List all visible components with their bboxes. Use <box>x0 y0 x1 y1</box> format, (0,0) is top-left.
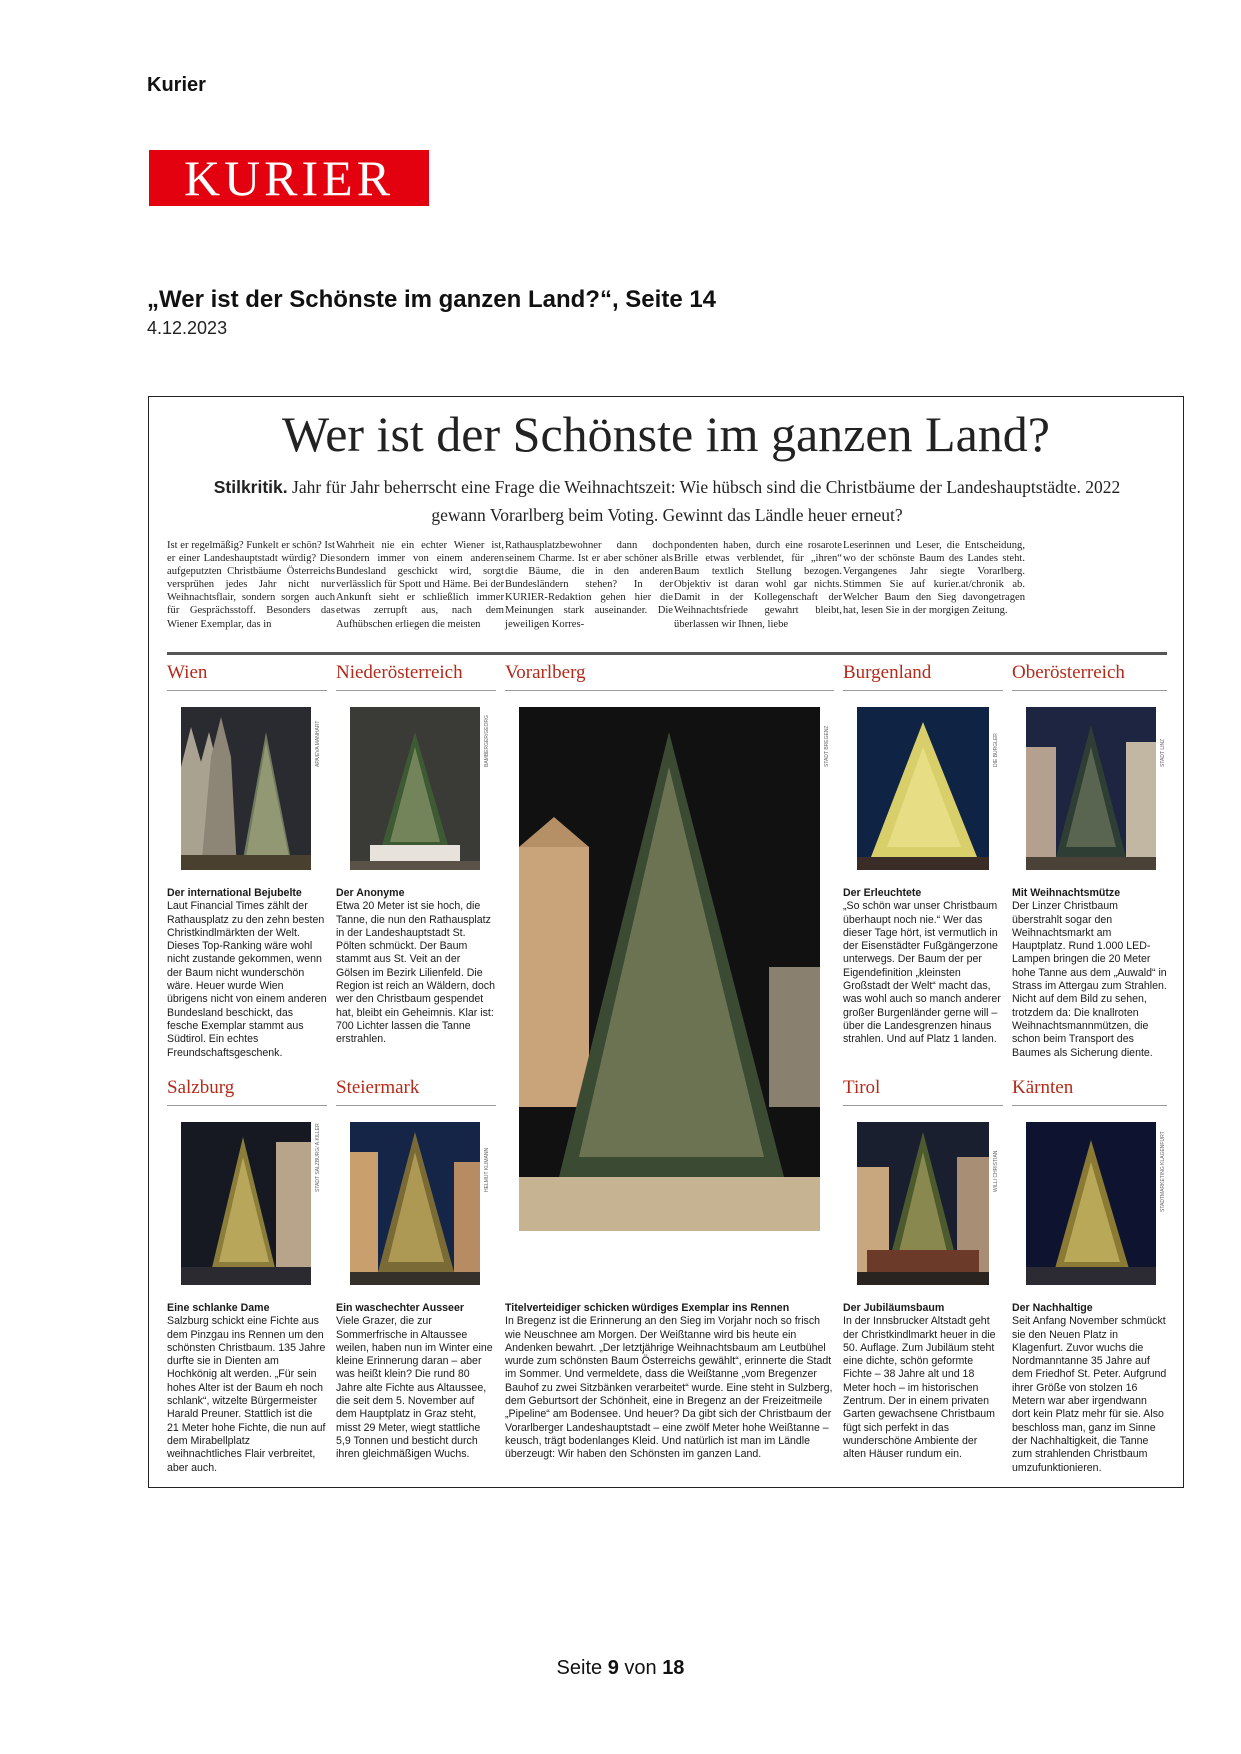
footer-page-number: 9 <box>607 1657 619 1679</box>
clipping-deck <box>209 473 1125 529</box>
caption-niederoesterreich <box>336 887 496 1047</box>
caption-burgenland <box>843 887 1003 1047</box>
divider <box>336 1105 496 1106</box>
footer-page-total: 18 <box>662 1657 685 1679</box>
intro-column: Ist er regelmäßig? Funkelt er schön? Ist er einer Landeshauptstadt würdig? Die aufgeputzten Christbäume Österreichs versprühen jedes Jahr nicht nur Weihnachtsflair, sondern sorgen auch für Gesprächsstoff. Besonders das Wiener Exemplar, das in <box>167 540 335 630</box>
caption-text: In Bregenz ist die Erinnerung an den Sieg im Vorjahr noch so frisch wie Neuschnee am Morgen. Der Weißtanne wird bis heute ein Andenken bewahrt. „Der letztjährige Weihnachtsbaum am Leutbühel wurde zum schönsten Baum Österreichs gewählt“, erinnerte die Stadt im Sommer. Und vermeldete, dass die Weißtanne „vom Bregenzer Bauhof zu zwei Sitzbänken verarbeitet“ wurde. Eine steht in Sulzberg, dem Geburtsort der Schönheit, eine in Bregenz an der Freizeitmeile „Pipeline“ am Bodensee. Und heuer? Da gibt sich der Christbaum der Vorarlberger Landeshauptstadt – eine zwölf Meter hohe Weißtanne – keusch, trägt bodenlanges Kleid. Und natürlich ist man im Ländle überzeugt: Wir haben den Schönsten im ganzen Land. <box>505 1315 833 1461</box>
footer-prefix: Seite <box>556 1657 608 1679</box>
caption-wien <box>167 887 327 1060</box>
photo-credit: STADTMARKETING KLAGENFURT <box>1160 1131 1166 1212</box>
photo-niederoesterreich <box>350 707 480 870</box>
deck-kicker: Stilkritik. <box>213 477 288 497</box>
caption-kaernten <box>1012 1302 1167 1475</box>
photo-salzburg <box>181 1122 311 1285</box>
caption-text: Salzburg schickt eine Fichte aus dem Pinzgau ins Rennen um den schönsten Christbaum. 135 Jahre durfte sie in Dienten am Hochkönig alt werden. „Für sein hohes Alter ist der Baum eh noch schlank“, witzelte Bürgermeister Harald Preuner. Stattlich ist die 21 Meter hohe Fichte, die nun auf dem Mirabellplatz weihnachtliches Flair verbreitet, aber auch. <box>167 1315 326 1474</box>
divider <box>843 1105 1003 1106</box>
region-heading-burgenland: Burgenland <box>843 662 932 683</box>
intro-column: Leserinnen und Leser, die Entscheidung, wo der schönste Baum des Landes steht. Vergangenes Jahr siegte Vorarlberg. Stimmen Sie auf kurier.at/chronik ab. Welcher Baum den Sieg davongetragen hat, lesen Sie in der morgigen Zeitung. <box>843 540 1025 617</box>
region-heading-oberoesterreich: Oberösterreich <box>1012 662 1125 683</box>
divider <box>167 1105 327 1106</box>
article-date: 4.12.2023 <box>147 318 228 338</box>
region-heading-wien: Wien <box>167 662 208 683</box>
region-heading-kaernten: Kärnten <box>1012 1077 1074 1098</box>
deck-text: Jahr für Jahr beherrscht eine Frage die Weihnachtszeit: Wie hübsch sind die Christbäume der Landeshauptstädte. 2022 gewann Vorarlberg beim Voting. Gewinnt das Ländle heuer erneut? <box>287 477 1121 525</box>
intro-column: Rathausplatzbewohner dann doch seinem Charme. Ist er aber schöner als die Bäume, die in den anderen Bundesländern stehen? In der KURIER-Redaktion gehen hier die Meinungen stark auseinander. Die jeweiligen Korres- <box>505 540 673 630</box>
caption-title: Der Nachhaltige <box>1012 1302 1093 1314</box>
caption-title: Der Erleuchtete <box>843 887 922 899</box>
region-heading-salzburg: Salzburg <box>167 1077 235 1098</box>
photo-burgenland <box>857 707 989 870</box>
clipping-headline: Wer ist der Schönste im ganzen Land? <box>282 406 1050 462</box>
caption-title: Eine schlanke Dame <box>167 1302 270 1314</box>
region-heading-vorarlberg: Vorarlberg <box>505 662 586 683</box>
photo-vorarlberg <box>519 707 820 1231</box>
photo-credit: STADT BREGENZ <box>824 725 830 767</box>
photo-credit: DIE BURGLER <box>993 733 999 767</box>
footer-middle: von <box>618 1657 663 1679</box>
photo-oberoesterreich <box>1026 707 1156 870</box>
caption-title: Der Anonyme <box>336 887 405 899</box>
photo-credit: WILLI CHRISTIAN <box>993 1150 999 1192</box>
caption-text: Viele Grazer, die zur Sommerfrische in Altaussee weilen, haben nun im Winter eine kleine Erinnerung daran – aber was heißt klein? Die rund 80 Jahre alte Fichte aus Altaussee, die seit dem 5. November auf dem Hauptplatz in Graz steht, misst 29 Meter, wiegt stattliche 5,9 Tonnen und besticht durch ihren gleichmäßigen Wuchs. <box>336 1315 493 1461</box>
photo-credit: APA/EVA MANHART <box>315 720 321 767</box>
divider <box>167 690 327 691</box>
publication-name: Kurier <box>147 74 206 96</box>
caption-vorarlberg <box>505 1302 834 1462</box>
caption-salzburg <box>167 1302 327 1475</box>
caption-text: In der Innsbrucker Altstadt geht der Christkindlmarkt heuer in die 50. Auflage. Zum Jubiläum steht eine dichte, schön geformte Fichte – 38 Jahre alt und 18 Meter hoch – im historischen Zentrum. Der in einem privaten Garten gewachsene Christbaum fügt sich perfekt in das wunderschöne Ambiente der alten Häuser rundum ein. <box>843 1315 996 1461</box>
caption-title: Titelverteidiger schicken würdiges Exemplar ins Rennen <box>505 1302 790 1314</box>
photo-credit: BAMBERGER/GEORG <box>484 715 490 767</box>
caption-oberoesterreich <box>1012 887 1167 1060</box>
divider <box>843 690 1003 691</box>
article-title: „Wer ist der Schönste im ganzen Land?“, Seite 14 <box>147 286 717 313</box>
photo-credit: STADT SALZBURG/ A.KILLER <box>315 1123 321 1192</box>
caption-title: Ein waschechter Ausseer <box>336 1302 464 1314</box>
caption-text: „So schön war unser Christbaum überhaupt noch nie.“ Wer das dieser Tage hört, ist vermutlich in der Eisenstädter Fußgängerzone unterwegs. Der Baum der per Eigendefinition „kleinsten Großstadt der Welt“ macht das, was wohl auch so manch anderer großer Burgenländer gerne will – über die Landesgrenzen hinaus strahlen. Und auf Platz 1 landen. <box>843 900 1001 1046</box>
photo-credit: STADT LINZ <box>1160 738 1166 767</box>
caption-title: Mit Weihnachtsmütze <box>1012 887 1121 899</box>
region-heading-niederoesterreich: Niederösterreich <box>336 662 463 683</box>
photo-wien <box>181 707 311 870</box>
region-heading-tirol: Tirol <box>843 1077 881 1098</box>
photo-kaernten <box>1026 1122 1156 1285</box>
divider <box>336 690 496 691</box>
divider <box>1012 1105 1167 1106</box>
divider <box>167 652 1167 655</box>
region-heading-steiermark: Steiermark <box>336 1077 420 1098</box>
divider <box>505 690 834 691</box>
kurier-logo: KURIER <box>149 150 429 206</box>
caption-title: Der Jubiläumsbaum <box>843 1302 945 1314</box>
intro-column: Wahrheit nie ein echter Wiener ist, sondern immer von einem anderen Bundesland geschickt wird, sorgt verlässlich für Spott und Häme. Bei der Ankunft sieht er schließlich immer etwas zerrupft aus, nach dem Aufhübschen erliegen die meisten <box>336 540 504 630</box>
caption-text: Seit Anfang November schmückt sie den Neuen Platz in Klagenfurt. Zuvor wuchs die Nordmanntanne 35 Jahre auf dem Friedhof St. Peter. Aufgrund ihrer Größe von stolzen 16 Metern war aber irgendwann dort kein Platz mehr für sie. Also beschloss man, ganz im Sinne der Nachhaltigkeit, die Tanne zum strahlenden Christbaum umzufunktionieren. <box>1012 1315 1167 1474</box>
photo-tirol <box>857 1122 989 1285</box>
caption-tirol <box>843 1302 1003 1462</box>
photo-steiermark <box>350 1122 480 1285</box>
divider <box>1012 690 1167 691</box>
caption-text: Etwa 20 Meter ist sie hoch, die Tanne, die nun den Rathausplatz in der Landeshauptstadt St. Pölten schmückt. Der Baum stammt aus St. Veit an der Gölsen im Bezirk Lilienfeld. Die Region ist reich an Wäldern, doch wer den Christbaum gespendet hat, bleibt ein Geheimnis. Klar ist: 700 Lichter lassen die Tanne erstrahlen. <box>336 900 495 1046</box>
page-footer <box>0 1657 1241 1680</box>
caption-title: Der international Bejubelte <box>167 887 302 899</box>
intro-column: pondenten haben, durch eine rosarote Brille etwas verblendet, für „ihren“ Baum textlich Stellung bezogen. Objektiv ist daran wohl gar nichts. Damit in der Kollegenschaft der Weihnachtsfriede gewahrt bleibt, überlassen wir Ihnen, liebe <box>674 540 842 630</box>
caption-text: Der Linzer Christbaum überstrahlt sogar den Weihnachtsmarkt am Hauptplatz. Rund 1.000 LED-Lampen bringen die 20 Meter hohe Tanne aus dem „Auwald“ in Strass im Attergau zum Strahlen. Nicht auf dem Bild zu sehen, trotzdem da: Die knallroten Weihnachtsmannmützen, die schon beim Transport des Baumes als Sicherung diente. <box>1012 900 1167 1059</box>
newspaper-clipping <box>148 396 1184 1488</box>
caption-text: Laut Financial Times zählt der Rathausplatz zu den zehn besten Christkindlmärkten der Welt. Dieses Top-Ranking wäre wohl nicht zustande gekommen, wenn der Baum nicht wunderschön wäre. Heuer wurde Wien übrigens nicht von einem anderen Bundesland beschickt, das fesche Exemplar stammt aus Südtirol. Ein echtes Freundschaftsgeschenk. <box>167 900 327 1059</box>
photo-credit: HELMUT KLIMANN <box>484 1147 490 1192</box>
caption-steiermark <box>336 1302 496 1462</box>
